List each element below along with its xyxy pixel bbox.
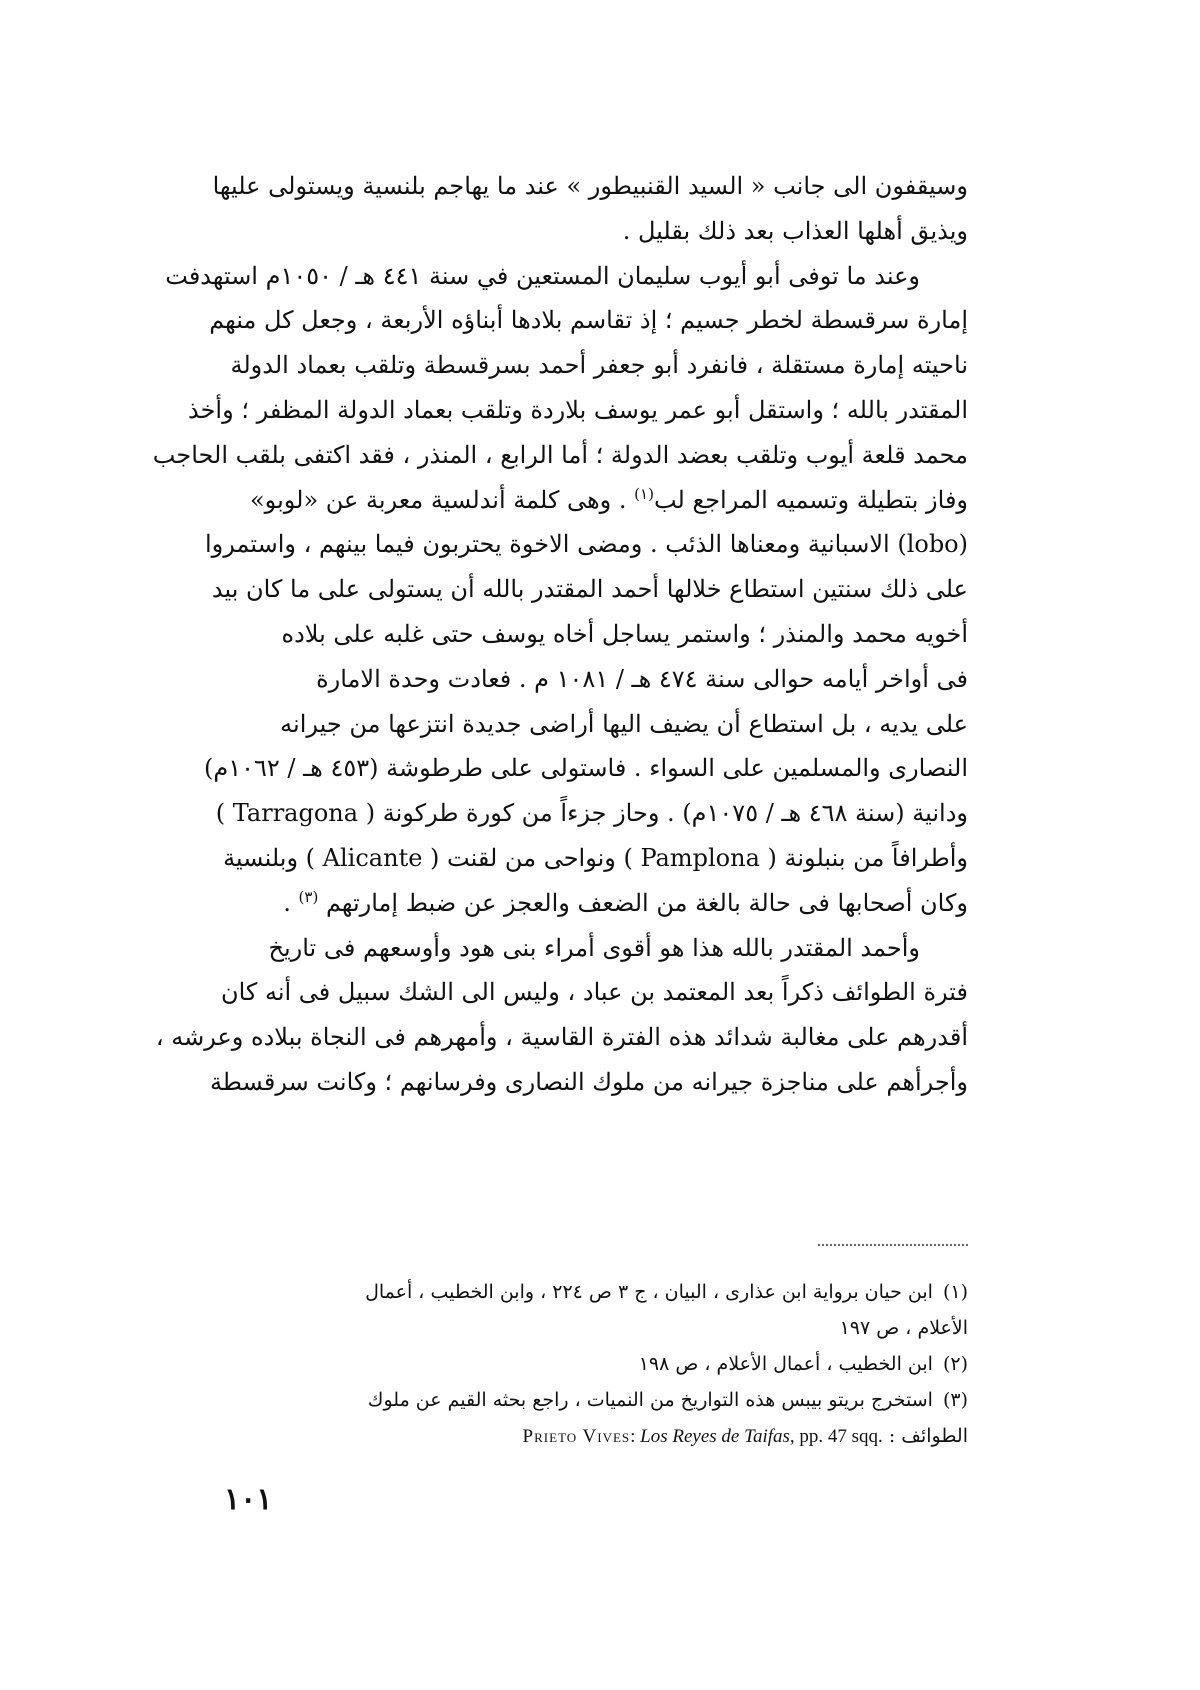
footnote-2-text: ابن الخطيب ، أعمال الأعلام ، ص ١٩٨: [638, 1353, 933, 1375]
footnote-1-number: (١): [942, 1281, 968, 1303]
text-line-14: النصارى والمسلمين على السواء . فاستولى على طرطوشة (٤٥٣ هـ / ١٠٦٢م): [203, 754, 968, 783]
body-text: [152, 164, 968, 1105]
text-line-8-main: وفاز بتطيلة وتسميه المراجع لب: [653, 485, 968, 514]
footnote-ref-1: (١): [634, 484, 654, 503]
citation: [523, 1426, 883, 1447]
citation-pages: , pp. 47 sqq.: [789, 1426, 883, 1447]
text-line-19: فترة الطوائف ذكراً بعد المعتمد بن عباد ، وليس الى الشك سبيل فى أنه كان: [220, 978, 968, 1007]
text-line-20: أقدرهم على مغالبة شدائد هذه الفترة القاسية ، وأمهرهم فى النجاة ببلاده وعرشه ،: [155, 1023, 968, 1052]
text-line-2: ويذيق أهلها العذاب بعد ذلك بقليل .: [622, 216, 968, 245]
text-line-12: فى أواخر أيامه حوالى سنة ٤٧٤ هـ / ١٠٨١ م . فعادت وحدة الامارة: [316, 664, 968, 693]
footnote-2: [232, 1346, 968, 1382]
footnote-3-number: (٣): [942, 1389, 968, 1411]
text-line-11: أخويه محمد والمنذر ؛ واستمر يساجل أخاه يوسف حتى غلبه على بلاده: [281, 619, 968, 648]
text-line-1: وسيقفون الى جانب « السيد القنبيطور » عند ما يهاجم بلنسية ويستولى عليها: [212, 172, 968, 200]
text-line-13: على يديه ، بل استطاع أن يضيف اليها أراضى جديدة انتزعها من جيرانه: [280, 709, 968, 738]
footnote-separator: [818, 1244, 968, 1246]
footnote-3-text: استخرج بريتو بيبس هذه التواريخ من النميات ، راجع بحثه القيم عن ملوك: [367, 1389, 933, 1411]
footnote-3: [232, 1382, 968, 1418]
text-line-16: وأطرافاً من بنبلونة ( Pamplona ) ونواحى من لقنت ( Alicante ) وبلنسية: [223, 843, 968, 872]
footnote-2-number: (٢): [942, 1353, 968, 1375]
text-line-4: إمارة سرقسطة لخطر جسيم ؛ إذ تقاسم بلادها أبناؤه الأربعة ، وجعل كل منهم: [209, 306, 968, 335]
text-line-18: وأحمد المقتدر بالله هذا هو أقوى أمراء بنى هود وأوسعهم فى تاريخ: [268, 933, 920, 962]
text-line-15: ودانية (سنة ٤٦٨ هـ / ١٠٧٥م) . وحاز جزءاً من كورة طركونة ( Tarragona ): [215, 799, 968, 828]
citation-author: Prieto Vives: [522, 1426, 631, 1447]
text-line-17-tail: .: [283, 888, 291, 917]
footnote-3-continuation: [232, 1418, 968, 1455]
citation-title: Los Reyes de Taifas: [640, 1426, 790, 1447]
text-line-7: محمد قلعة أيوب وتلقب بعضد الدولة ؛ أما الرابع ، المنذر ، فقد اكتفى بلقب الحاجب: [152, 440, 968, 469]
footnote-1: [232, 1274, 968, 1310]
text-line-17: [232, 881, 968, 926]
text-line-6: المقتدر بالله ؛ واستقل أبو عمر يوسف بلاردة وتلقب بعماد الدولة المظفر ؛ وأخذ: [188, 395, 968, 424]
text-line-10: على ذلك سنتين استطاع خلالها أحمد المقتدر بالله أن يستولى على ما كان بيد: [211, 575, 968, 604]
text-line-17-main: وكان أصحابها فى حالة بالغة من الضعف والعجز عن ضبط إمارتهم: [325, 888, 968, 917]
footnote-1-text: ابن حيان برواية ابن عذارى ، البيان ، ج ٣ ص ٢٢٤ ، وابن الخطيب ، أعمال: [365, 1281, 933, 1303]
footnote-ref-3: (٣): [298, 887, 319, 906]
footnotes: [232, 1274, 968, 1455]
page-number: ١٠١: [224, 1482, 273, 1517]
citation-colon: :: [630, 1426, 636, 1447]
footnote-1-continuation: الأعلام ، ص ١٩٧: [839, 1317, 968, 1339]
text-line-5: ناحيته إمارة مستقلة ، فانفرد أبو جعفر أحمد بسرقسطة وتلقب بعماد الدولة: [230, 351, 968, 380]
text-line-21: وأجرأهم على مناجزة جيرانه من ملوك النصارى وفرسانهم ؛ وكانت سرقسطة: [209, 1067, 968, 1096]
text-line-3: وعند ما توفى أبو أيوب سليمان المستعين في سنة ٤٤١ هـ / ١٠٥٠م استهدفت: [165, 261, 920, 290]
text-line-8-tail: . وهى كلمة أندلسية معربة عن «لوبو»: [250, 485, 627, 514]
text-line-9: (lobo) الاسبانية ومعناها الذئب . ومضى الاخوة يحتربون فيما بينهم ، واستمروا: [204, 530, 968, 559]
text-line-8: [232, 478, 968, 523]
footnote-3-cont-arabic: الطوائف :: [888, 1425, 968, 1447]
